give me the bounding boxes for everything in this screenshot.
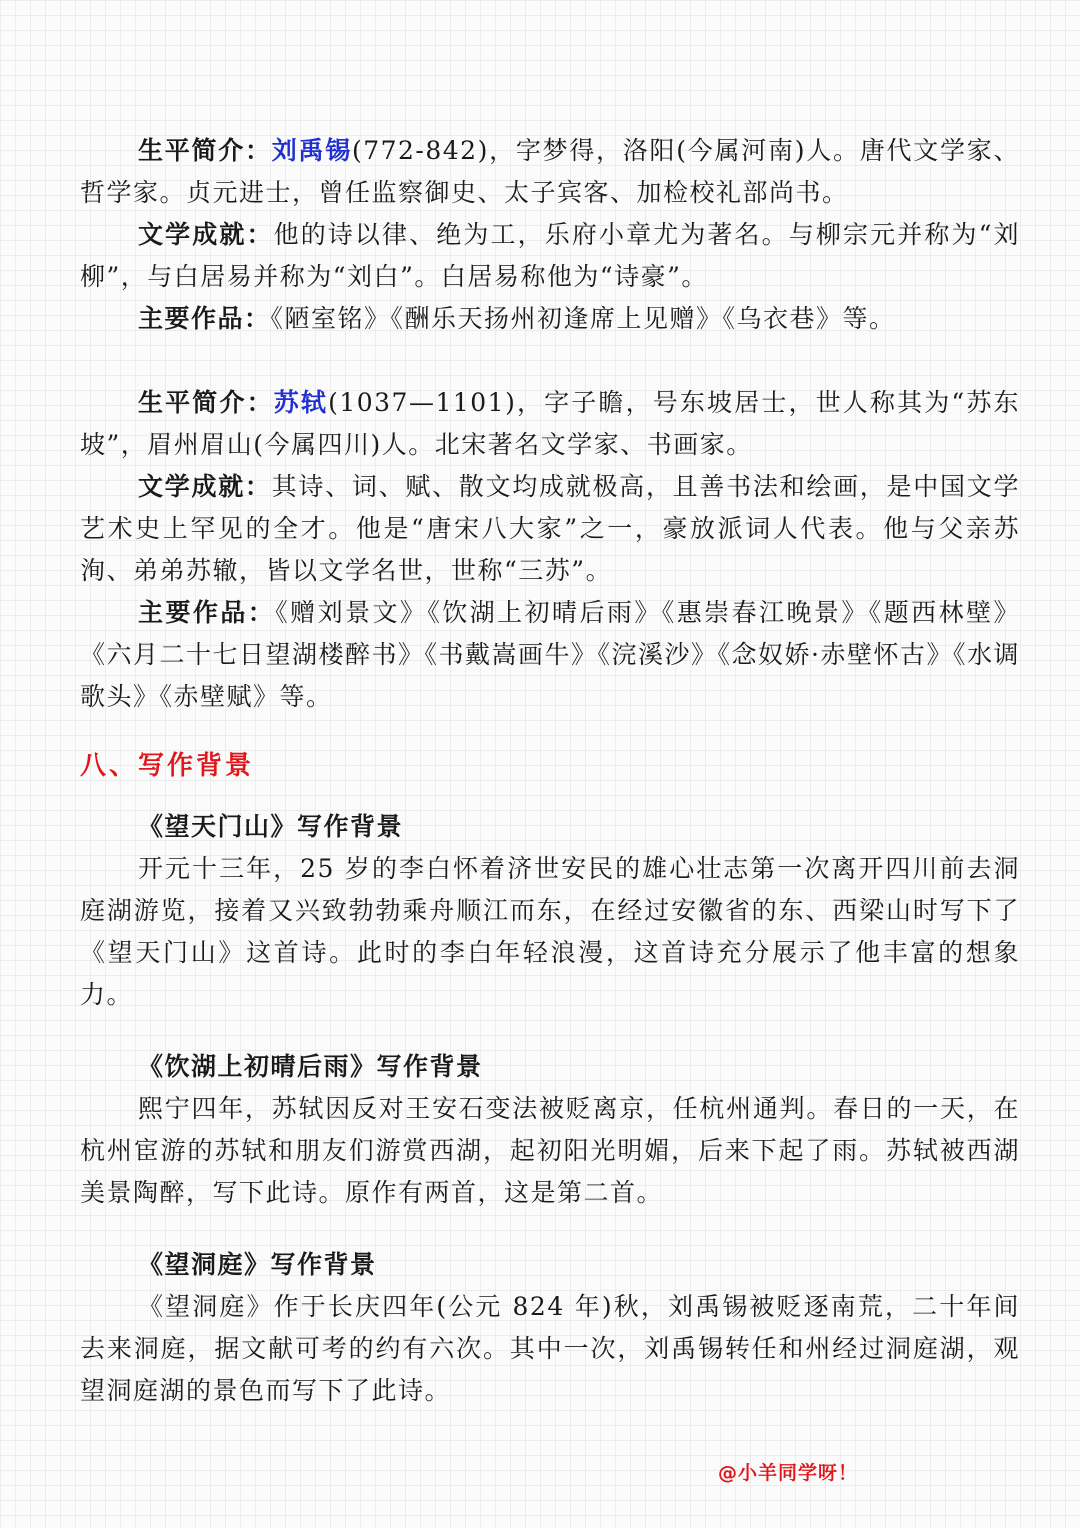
spacer [80, 1016, 1020, 1046]
liu-works [80, 298, 1020, 340]
bio-text: (1037—1101)，字子瞻，号东坡居士，世人称其为“苏东坡”，眉州眉山(今属四川)人。北宋著名文学家、书画家。 [80, 388, 1020, 459]
author-name-liu: 刘禹锡 [271, 136, 352, 165]
background-text: 熙宁四年，苏轼因反对王安石变法被贬离京，任杭州通判。春日的一天，在杭州宦游的苏轼和朋友们游赏西湖，起初阳光明媚，后来下起了雨。苏轼被西湖美景陶醉，写下此诗。原作有两首，这是第二首。 [80, 1094, 1020, 1207]
document-page [80, 130, 1020, 1412]
achievement-text: 其诗、词、赋、散文均成就极高，且善书法和绘画，是中国文学艺术史上罕见的全才。他是“唐宋八大家”之一，豪放派词人代表。他与父亲苏洵、弟弟苏辙，皆以文学名世，世称“三苏”。 [80, 472, 1020, 585]
bio-text: (772-842)，字梦得，洛阳(今属河南)人。唐代文学家、哲学家。贞元进士，曾任监察御史、太子宾客、加检校礼部尚书。 [80, 136, 1020, 207]
spacer [80, 1214, 1020, 1244]
achievement-label: 文学成就： [138, 472, 272, 501]
section-heading: 八、写作背景 [80, 751, 255, 781]
author-name-su: 苏轼 [273, 388, 329, 417]
spacer [80, 340, 1020, 382]
bio-label: 生平简介： [138, 388, 274, 417]
background-title: 《望洞庭》写作背景 [138, 1250, 377, 1279]
bio-label: 生平简介： [138, 136, 272, 165]
works-label: 主要作品： [138, 598, 276, 627]
achievement-label: 文学成就： [138, 220, 274, 249]
su-achievement [80, 466, 1020, 592]
background-title: 《望天门山》写作背景 [138, 812, 404, 841]
background-text: 开元十三年，25 岁的李白怀着济世安民的雄心壮志第一次离开四川前去洞庭湖游览，接着又兴致勃勃乘舟顺江而东，在经过安徽省的东、西梁山时写下了《望天门山》这首诗。此时的李白年轻浪漫，这首诗充分展示了他丰富的想象力。 [80, 854, 1020, 1009]
works-text: 《陋室铭》《酬乐天扬州初逢席上见赠》《乌衣巷》等。 [270, 304, 896, 333]
su-works [80, 592, 1020, 718]
background-title: 《饮湖上初晴后雨》写作背景 [138, 1052, 483, 1081]
works-label: 主要作品： [138, 304, 271, 333]
liu-achievement [80, 214, 1020, 298]
achievement-text: 他的诗以律、绝为工，乐府小章尤为著名。与柳宗元并称为“刘柳”，与白居易并称为“刘白”。白居易称他为“诗豪”。 [80, 220, 1020, 291]
background-text: 《望洞庭》作于长庆四年(公元 824 年)秋，刘禹锡被贬逐南荒，二十年间去来洞庭，据文献可考的约有六次。其中一次，刘禹锡转任和州经过洞庭湖，观望洞庭湖的景色而写下了此诗。 [80, 1292, 1020, 1405]
works-text: 《赠刘景文》《饮湖上初晴后雨》《惠崇春江晚景》《题西林壁》《六月二十七日望湖楼醉书》《书戴嵩画牛》《浣溪沙》《念奴娇·赤壁怀古》《水调歌头》《赤壁赋》等。 [80, 598, 1020, 711]
author-watermark: @小羊同学呀！ [718, 1462, 859, 1484]
liu-bio [80, 130, 1020, 214]
su-bio [80, 382, 1020, 466]
